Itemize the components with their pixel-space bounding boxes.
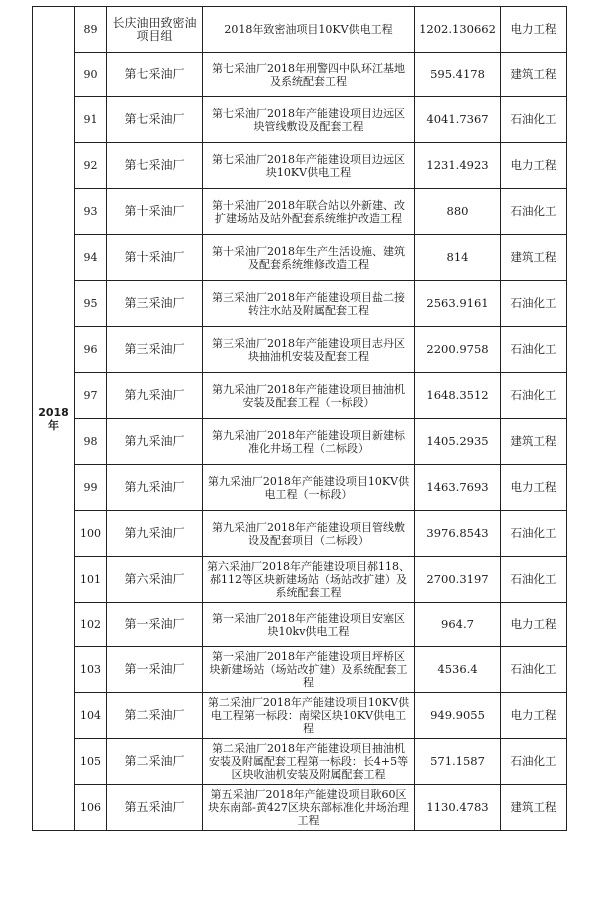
table-row bbox=[33, 143, 567, 189]
table-row bbox=[33, 647, 567, 693]
project-name-cell: 第九采油厂2018年产能建设项目抽油机安装及配套工程（一标段） bbox=[203, 373, 415, 419]
amount-cell: 2200.9758 bbox=[415, 327, 501, 373]
table-row bbox=[33, 511, 567, 557]
project-type-cell: 石油化工 bbox=[501, 739, 567, 785]
project-name-cell: 第五采油厂2018年产能建设项目耿60区块东南部-黄427区块东部标准化井场治理工程 bbox=[203, 785, 415, 831]
project-name-cell: 第三采油厂2018年产能建设项目志丹区块抽油机安装及配套工程 bbox=[203, 327, 415, 373]
unit-cell: 第九采油厂 bbox=[107, 419, 203, 465]
seq-no-cell: 100 bbox=[75, 511, 107, 557]
amount-cell: 1130.4783 bbox=[415, 785, 501, 831]
amount-cell: 814 bbox=[415, 235, 501, 281]
seq-no-cell: 103 bbox=[75, 647, 107, 693]
project-type-cell: 石油化工 bbox=[501, 327, 567, 373]
seq-no-cell: 102 bbox=[75, 603, 107, 647]
amount-cell: 595.4178 bbox=[415, 53, 501, 97]
project-name-cell: 第三采油厂2018年产能建设项目盐二接转注水站及附属配套工程 bbox=[203, 281, 415, 327]
amount-cell: 571.1587 bbox=[415, 739, 501, 785]
seq-no-cell: 99 bbox=[75, 465, 107, 511]
unit-cell: 第七采油厂 bbox=[107, 53, 203, 97]
table-row bbox=[33, 419, 567, 465]
table-row bbox=[33, 327, 567, 373]
project-name-cell: 第十采油厂2018年联合站以外新建、改扩建场站及站外配套系统维护改造工程 bbox=[203, 189, 415, 235]
amount-cell: 1648.3512 bbox=[415, 373, 501, 419]
unit-cell: 第九采油厂 bbox=[107, 373, 203, 419]
amount-cell: 949.9055 bbox=[415, 693, 501, 739]
project-type-cell: 电力工程 bbox=[501, 143, 567, 189]
project-type-cell: 电力工程 bbox=[501, 7, 567, 53]
project-type-cell: 建筑工程 bbox=[501, 419, 567, 465]
seq-no-cell: 94 bbox=[75, 235, 107, 281]
table-row bbox=[33, 693, 567, 739]
unit-cell: 第十采油厂 bbox=[107, 189, 203, 235]
project-name-cell: 第一采油厂2018年产能建设项目坪桥区块新建场站（场站改扩建）及系统配套工程 bbox=[203, 647, 415, 693]
seq-no-cell: 89 bbox=[75, 7, 107, 53]
project-type-cell: 建筑工程 bbox=[501, 785, 567, 831]
seq-no-cell: 92 bbox=[75, 143, 107, 189]
amount-cell: 1463.7693 bbox=[415, 465, 501, 511]
seq-no-cell: 95 bbox=[75, 281, 107, 327]
project-type-cell: 建筑工程 bbox=[501, 235, 567, 281]
seq-no-cell: 90 bbox=[75, 53, 107, 97]
amount-cell: 1231.4923 bbox=[415, 143, 501, 189]
table-row bbox=[33, 281, 567, 327]
unit-cell: 第七采油厂 bbox=[107, 97, 203, 143]
amount-cell: 4536.4 bbox=[415, 647, 501, 693]
project-name-cell: 第九采油厂2018年产能建设项目新建标准化井场工程（二标段） bbox=[203, 419, 415, 465]
project-name-cell: 第七采油厂2018年产能建设项目边远区块管线敷设及配套工程 bbox=[203, 97, 415, 143]
seq-no-cell: 97 bbox=[75, 373, 107, 419]
project-name-cell: 第二采油厂2018年产能建设项目10KV供电工程第一标段：南梁区块10KV供电工程 bbox=[203, 693, 415, 739]
unit-cell: 第七采油厂 bbox=[107, 143, 203, 189]
seq-no-cell: 104 bbox=[75, 693, 107, 739]
project-name-cell: 第九采油厂2018年产能建设项目10KV供电工程（一标段） bbox=[203, 465, 415, 511]
unit-cell: 长庆油田致密油项目组 bbox=[107, 7, 203, 53]
project-type-cell: 石油化工 bbox=[501, 511, 567, 557]
unit-cell: 第五采油厂 bbox=[107, 785, 203, 831]
seq-no-cell: 93 bbox=[75, 189, 107, 235]
project-table-body bbox=[33, 7, 567, 831]
table-row bbox=[33, 189, 567, 235]
project-type-cell: 电力工程 bbox=[501, 465, 567, 511]
project-type-cell: 石油化工 bbox=[501, 373, 567, 419]
seq-no-cell: 101 bbox=[75, 557, 107, 603]
amount-cell: 2563.9161 bbox=[415, 281, 501, 327]
unit-cell: 第三采油厂 bbox=[107, 281, 203, 327]
project-type-cell: 石油化工 bbox=[501, 647, 567, 693]
table-row bbox=[33, 785, 567, 831]
seq-no-cell: 91 bbox=[75, 97, 107, 143]
table-row bbox=[33, 739, 567, 785]
unit-cell: 第二采油厂 bbox=[107, 693, 203, 739]
project-type-cell: 石油化工 bbox=[501, 281, 567, 327]
project-name-cell: 第七采油厂2018年刑警四中队环江基地及系统配套工程 bbox=[203, 53, 415, 97]
project-name-cell: 第六采油厂2018年产能建设项目郝118、郝112等区块新建场站（场站改扩建）及系统配套工程 bbox=[203, 557, 415, 603]
table-row bbox=[33, 557, 567, 603]
project-name-cell: 第七采油厂2018年产能建设项目边远区块10KV供电工程 bbox=[203, 143, 415, 189]
unit-cell: 第十采油厂 bbox=[107, 235, 203, 281]
amount-cell: 880 bbox=[415, 189, 501, 235]
amount-cell: 3976.8543 bbox=[415, 511, 501, 557]
table-row bbox=[33, 465, 567, 511]
unit-cell: 第二采油厂 bbox=[107, 739, 203, 785]
table-row bbox=[33, 53, 567, 97]
seq-no-cell: 96 bbox=[75, 327, 107, 373]
project-type-cell: 石油化工 bbox=[501, 557, 567, 603]
unit-cell: 第九采油厂 bbox=[107, 511, 203, 557]
unit-cell: 第一采油厂 bbox=[107, 647, 203, 693]
unit-cell: 第九采油厂 bbox=[107, 465, 203, 511]
year-cell: 2018年 bbox=[33, 7, 75, 831]
project-type-cell: 电力工程 bbox=[501, 603, 567, 647]
project-name-cell: 第十采油厂2018年生产生活设施、建筑及配套系统维修改造工程 bbox=[203, 235, 415, 281]
project-type-cell: 电力工程 bbox=[501, 693, 567, 739]
seq-no-cell: 105 bbox=[75, 739, 107, 785]
amount-cell: 4041.7367 bbox=[415, 97, 501, 143]
table-row bbox=[33, 235, 567, 281]
project-type-cell: 石油化工 bbox=[501, 97, 567, 143]
project-name-cell: 第九采油厂2018年产能建设项目管线敷设及配套项目（二标段） bbox=[203, 511, 415, 557]
table-row bbox=[33, 373, 567, 419]
project-type-cell: 建筑工程 bbox=[501, 53, 567, 97]
amount-cell: 2700.3197 bbox=[415, 557, 501, 603]
project-type-cell: 石油化工 bbox=[501, 189, 567, 235]
table-row bbox=[33, 603, 567, 647]
amount-cell: 1405.2935 bbox=[415, 419, 501, 465]
project-name-cell: 第一采油厂2018年产能建设项目安塞区块10kv供电工程 bbox=[203, 603, 415, 647]
unit-cell: 第六采油厂 bbox=[107, 557, 203, 603]
amount-cell: 1202.130662 bbox=[415, 7, 501, 53]
unit-cell: 第一采油厂 bbox=[107, 603, 203, 647]
seq-no-cell: 106 bbox=[75, 785, 107, 831]
seq-no-cell: 98 bbox=[75, 419, 107, 465]
project-name-cell: 第二采油厂2018年产能建设项目抽油机安装及附属配套工程第一标段：长4+5等区块收油机安装及附属配套工程 bbox=[203, 739, 415, 785]
project-table-sheet bbox=[32, 6, 567, 831]
project-table bbox=[32, 6, 567, 831]
amount-cell: 964.7 bbox=[415, 603, 501, 647]
unit-cell: 第三采油厂 bbox=[107, 327, 203, 373]
table-row bbox=[33, 7, 567, 53]
project-name-cell: 2018年致密油项目10KV供电工程 bbox=[203, 7, 415, 53]
table-row bbox=[33, 97, 567, 143]
